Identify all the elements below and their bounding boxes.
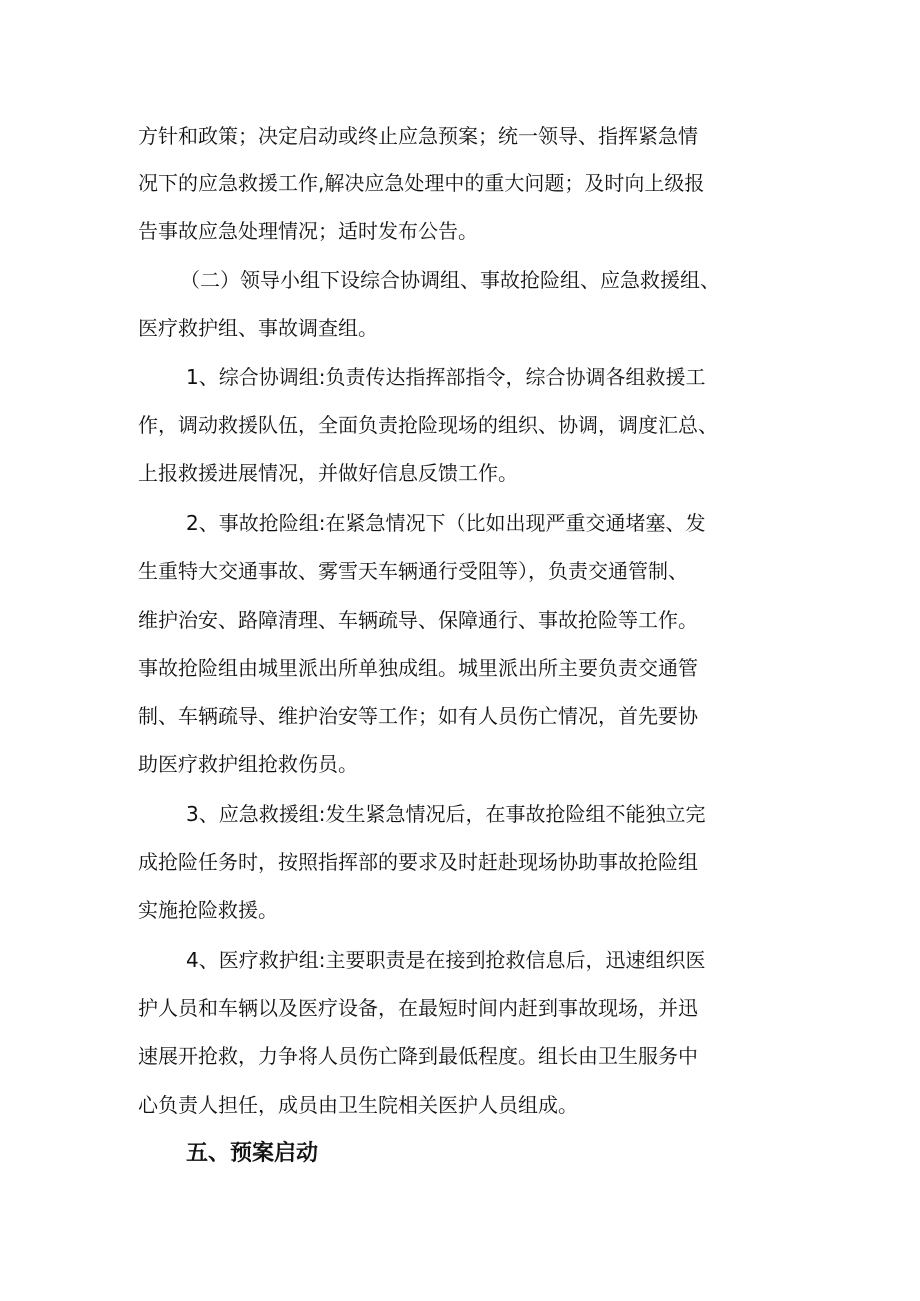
text-line	[0, 600, 920, 640]
text-line-content: 成抢险任务时，按照指挥部的要求及时赶赴现场协助事故抢险组	[138, 850, 698, 874]
text-line	[0, 696, 920, 736]
text-line	[0, 116, 920, 156]
text-line	[0, 453, 920, 493]
text-line-content: 事故抢险组由城里派出所单独成组。城里派出所主要负责交通管	[138, 656, 698, 680]
text-line	[0, 794, 920, 834]
text-line-content: 制、车辆疏导、维护治安等工作；如有人员伤亡情况，首先要协	[138, 704, 698, 728]
text-line	[0, 744, 920, 784]
text-line-content: （二）领导小组下设综合协调组、事故抢险组、应急救援组、	[180, 268, 720, 292]
text-line-content: 助医疗救护组抢救伤员。	[138, 752, 358, 776]
text-line-content: 心负责人担任，成员由卫生院相关医护人员组成。	[138, 1093, 578, 1117]
text-line	[0, 405, 920, 445]
text-line-content: 方针和政策；决定启动或终止应急预案；统一领导、指挥紧急情	[138, 124, 698, 148]
text-line	[0, 940, 920, 980]
text-line-content: 护人员和车辆以及医疗设备，在最短时间内赶到事故现场，并迅	[138, 996, 698, 1020]
text-line-content: 1、综合协调组:负责传达指挥部指令，综合协调各组救援工	[186, 365, 706, 389]
text-line	[0, 503, 920, 543]
section-heading-text: 五、预案启动	[186, 1141, 319, 1166]
text-line-content: 况下的应急救援工作,解决应急处理中的重大问题；及时向上级报	[138, 171, 705, 195]
text-line	[0, 308, 920, 348]
text-line-content: 维护治安、路障清理、车辆疏导、保障通行、事故抢险等工作。	[138, 608, 698, 632]
text-line	[0, 1036, 920, 1076]
text-line-content: 告事故应急处理情况；适时发布公告。	[138, 219, 478, 243]
text-line	[0, 988, 920, 1028]
text-line	[0, 890, 920, 930]
text-line-content: 生重特大交通事故、雾雪天车辆通行受阻等），负责交通管制、	[138, 559, 688, 583]
text-line-content: 上报救援进展情况，并做好信息反馈工作。	[138, 461, 518, 485]
text-line-content: 4、医疗救护组:主要职责是在接到抢救信息后，迅速组织医	[186, 948, 706, 972]
text-line	[0, 260, 920, 300]
section-heading	[0, 1134, 920, 1174]
text-line-content: 2、事故抢险组:在紧急情况下（比如出现严重交通堵塞、发	[186, 511, 706, 535]
text-line	[0, 357, 920, 397]
text-line-content: 速展开抢救，力争将人员伤亡降到最低程度。组长由卫生服务中	[138, 1044, 698, 1068]
text-line	[0, 551, 920, 591]
text-line	[0, 211, 920, 251]
text-line-content: 实施抢险救援。	[138, 898, 278, 922]
text-line-content: 医疗救护组、事故调查组。	[138, 316, 378, 340]
text-line	[0, 1085, 920, 1125]
text-line-content: 3、应急救援组:发生紧急情况后，在事故抢险组不能独立完	[186, 802, 706, 826]
text-line	[0, 163, 920, 203]
text-line	[0, 842, 920, 882]
text-line	[0, 648, 920, 688]
text-line-content: 作，调动救援队伍，全面负责抢险现场的组织、协调，调度汇总、	[138, 413, 718, 437]
